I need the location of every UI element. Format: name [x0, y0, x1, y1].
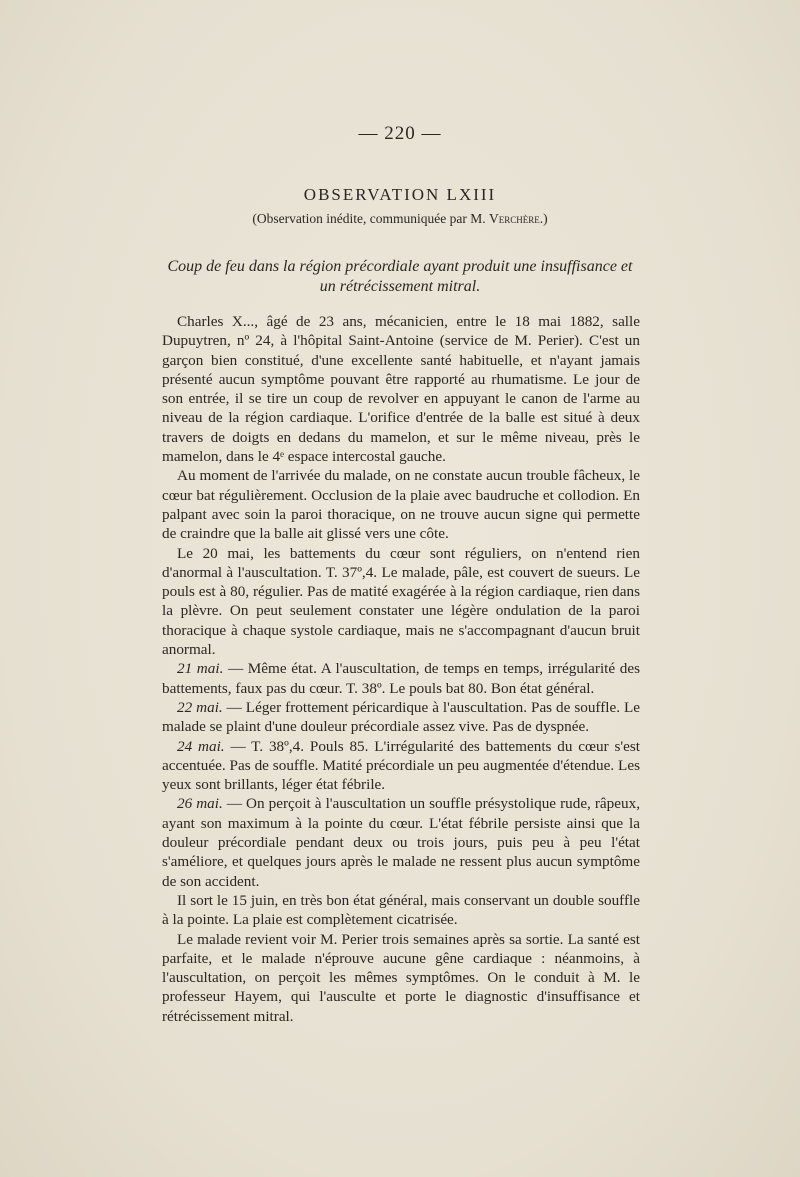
paragraph-date: 26 mai.	[177, 795, 223, 813]
paragraph	[162, 698, 640, 737]
paragraph-text: Il sort le 15 juin, en très bon état général, mais conservant un double souffle à la pointe. La plaie est complètement cicatrisée.	[162, 891, 640, 929]
paragraph-text: — Léger frottement péricardique à l'auscultation. Pas de souffle. Le malade se plaint d'une douleur précordiale assez vive. Pas de dyspnée.	[162, 698, 640, 736]
paragraph	[162, 737, 640, 795]
paragraph-date: 24 mai.	[177, 737, 225, 755]
paragraph-text: Au moment de l'arrivée du malade, on ne constate aucun trouble fâcheux, le cœur bat régulièrement. Occlusion de la plaie avec baudruche et collodion. En palpant avec soin la paroi thoracique, on ne trouve aucun signe qui permette de craindre que la balle ait glissé vers une côte.	[162, 467, 640, 543]
subtitle-suffix: .)	[539, 211, 548, 226]
paragraph-text: Le malade revient voir M. Perier trois semaines après sa sortie. La santé est parfaite, et le malade n'éprouve aucune gêne cardiaque : néanmoins, à l'auscultation, on perçoit les mêmes symptômes. On le conduit à M. le professeur Hayem, qui l'ausculte et porte le diagnostic d'insuffisance et rétrécissement mitral.	[162, 930, 640, 1025]
case-body	[162, 312, 640, 1026]
paragraph	[162, 544, 640, 660]
observation-title: OBSERVATION LXIII	[303, 185, 497, 204]
page-number: — 220 —	[358, 123, 442, 144]
paragraph-text: Charles X..., âgé de 23 ans, mécanicien, entre le 18 mai 1882, salle Dupuytren, nº 24, à l'hôpital Saint-Antoine (service de M. Perier). C'est un garçon bien constitué, d'une excellente santé habituelle, et n'ayant jamais présenté aucun symptôme pouvant être rapporté au rhumatisme. Le jour de son entrée, il se tire un coup de revolver en appuyant le canon de l'arme au niveau de la région cardiaque. L'orifice d'entrée de la balle est situé à deux travers de doigts en dedans du mamelon, et sur le même niveau, près le mamelon, dans le 4ᵉ espace intercostal gauche.	[162, 313, 640, 466]
observation-subtitle	[0, 211, 800, 227]
case-heading: Coup de feu dans la région précordiale ayant produit une insuffisance et un rétrécissement mitral.	[167, 258, 633, 295]
paragraph	[162, 891, 640, 930]
subtitle-prefix: (Observation inédite, communiquée par M.	[252, 211, 489, 226]
paragraph	[162, 930, 640, 1026]
paragraph-text: — T. 38º,4. Pouls 85. L'irrégularité des battements du cœur s'est accentuée. Pas de souffle. Matité précordiale un peu augmentée d'étendue. Les yeux sont brillants, léger état fébrile.	[162, 737, 641, 794]
paragraph-date: 21 mai.	[177, 660, 224, 678]
paragraph-date: 22 mai.	[177, 698, 223, 716]
paragraph-text: — On perçoit à l'auscultation un souffle présystolique rude, râpeux, ayant son maximum à la pointe du cœur. L'état fébrile persiste ainsi que la douleur précordiale pendant deux ou trois jours, puis peu à peu l'état s'améliore, et quelques jours après le malade ne ressent plus aucun symptôme de son accident.	[162, 795, 640, 890]
paragraph-text: — Même état. A l'auscultation, de temps en temps, irrégularité des battements, faux pas du cœur. T. 38º. Le pouls bat 80. Bon état général.	[162, 660, 640, 697]
paragraph-text: Le 20 mai, les battements du cœur sont réguliers, on n'entend rien d'anormal à l'auscultation. T. 37º,4. Le malade, pâle, est couvert de sueurs. Le pouls est à 80, régulier. Pas de matité exagérée à la région cardiaque, rien dans la plèvre. On peut seulement constater une légère ondulation de la paroi thoracique à chaque systole cardiaque, mais ne s'accompagnant d'aucun bruit anormal.	[162, 544, 640, 659]
paragraph	[162, 659, 640, 698]
subtitle-author: Verchère	[488, 211, 540, 226]
paragraph	[162, 794, 640, 890]
paragraph	[162, 312, 640, 466]
paragraph	[162, 466, 640, 543]
